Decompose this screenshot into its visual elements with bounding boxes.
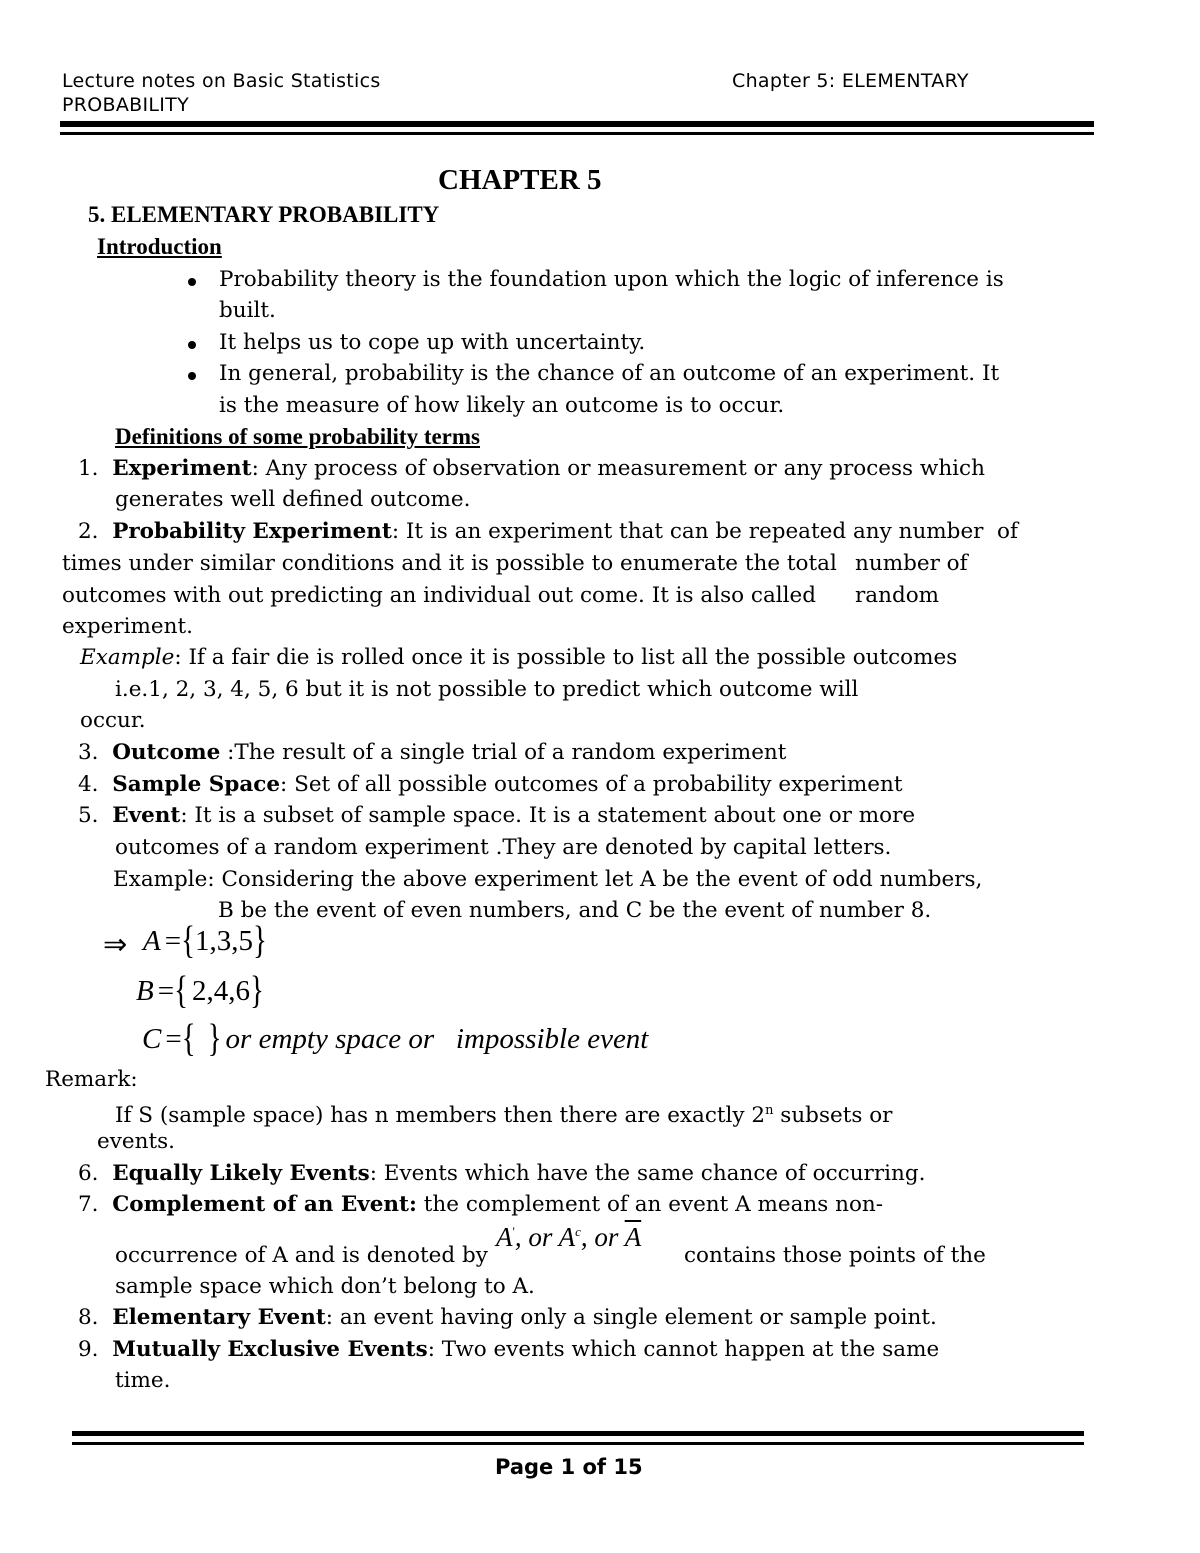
- remark-text: If S (sample space) has n members then there are exactly 2: [115, 1103, 766, 1129]
- term: Experiment: [112, 456, 252, 481]
- equals-sign: =: [157, 975, 175, 1007]
- list-number: 1.: [78, 456, 99, 481]
- term: Outcome: [112, 740, 221, 765]
- list-number: 4.: [78, 772, 99, 797]
- remark-superscript: n: [765, 1103, 774, 1118]
- bullet-dot: [188, 341, 196, 349]
- term: Equally Likely Events: [112, 1161, 370, 1186]
- right-brace: }: [253, 919, 267, 963]
- intro-bullet-text: Probability theory is the foundation upon which the logic of inference is: [219, 267, 1004, 292]
- list-number: 6.: [78, 1161, 99, 1186]
- list-number: 3.: [78, 740, 99, 765]
- definition-text: : an event having only a single element or sample point.: [325, 1305, 937, 1330]
- set-c-description: or empty space or impossible event: [225, 1023, 649, 1055]
- def-9-line: [78, 1334, 939, 1366]
- def-2-line3-tail: random: [855, 583, 940, 608]
- section-title: 5. ELEMENTARY PROBABILITY: [88, 202, 440, 227]
- intro-bullet-text: It helps us to cope up with uncertainty.: [219, 330, 646, 355]
- def-7-line2: occurrence of A and is denoted by: [115, 1243, 488, 1268]
- complement-notation: [496, 1222, 641, 1253]
- definition-text: : Two events which cannot happen at the same: [427, 1337, 940, 1362]
- bullet-dot: [188, 278, 196, 286]
- left-brace: {: [174, 969, 188, 1013]
- definition-text: : Events which have the same chance of occurring.: [369, 1161, 926, 1186]
- set-a-equation: [143, 919, 267, 963]
- definition-text: : Any process of observation or measurement or any process which: [251, 456, 985, 481]
- intro-heading: Introduction: [97, 234, 222, 259]
- equals-sign: =: [165, 1023, 182, 1055]
- term: Mutually Exclusive Events: [112, 1337, 428, 1362]
- left-brace: {: [181, 1017, 196, 1061]
- term: Event: [112, 803, 181, 828]
- def-1-line2: generates well defined outcome.: [115, 487, 471, 512]
- intro-bullet-text: is the measure of how likely an outcome is to occur.: [219, 393, 785, 418]
- notation-or: , or: [514, 1222, 559, 1252]
- definition-text: : It is an experiment that can be repeated any number: [391, 519, 984, 544]
- term: Elementary Event: [112, 1305, 326, 1330]
- set-b-equation: [136, 969, 264, 1013]
- example-2-line1: Example: Considering the above experiment let A be the event of odd numbers,: [113, 867, 983, 892]
- list-number: 7.: [78, 1192, 99, 1217]
- header-rule-thick: [60, 121, 1094, 127]
- def-2-line2: times under similar conditions and it is possible to enumerate the total: [62, 551, 837, 576]
- list-number: 8.: [78, 1305, 99, 1330]
- definition-text: the complement of an event A means non-: [416, 1192, 884, 1217]
- set-c-var: C: [142, 1023, 162, 1055]
- notation-c: c: [575, 1224, 581, 1239]
- term: Probability Experiment: [112, 519, 392, 544]
- intro-bullet-text: built.: [219, 298, 276, 323]
- list-number: 9.: [78, 1337, 99, 1362]
- set-a-members: 1,3,5: [195, 925, 253, 957]
- example-1-line2: i.e.1, 2, 3, 4, 5, 6 but it is not possible to predict which outcome will: [115, 677, 859, 702]
- def-5-line: [78, 800, 915, 832]
- def-8-line: [78, 1302, 937, 1334]
- list-number: 5.: [78, 803, 99, 828]
- header-left-line2: PROBABILITY: [62, 94, 189, 116]
- right-brace: }: [250, 969, 264, 1013]
- remark-line2: events.: [97, 1129, 175, 1154]
- set-a-var: A: [143, 925, 161, 957]
- definition-text: : It is a subset of sample space. It is a statement about one or more: [180, 803, 916, 828]
- notation-or: , or: [580, 1222, 625, 1252]
- def-2-line2-tail: number of: [855, 551, 968, 576]
- def-7-line: [78, 1189, 883, 1221]
- def-3-line: [78, 737, 786, 769]
- term: Sample Space: [112, 772, 281, 797]
- header-left: Lecture notes on Basic Statistics: [62, 70, 381, 92]
- def-2-line4: experiment.: [62, 614, 193, 639]
- remark-text: subsets or: [773, 1103, 893, 1129]
- def-4-line: [78, 769, 902, 801]
- def-7-line3: sample space which don’t belong to A.: [115, 1274, 535, 1299]
- page-number: Page 1 of 15: [495, 1455, 643, 1479]
- example-1-line3: occur.: [80, 708, 146, 733]
- equals-sign: =: [164, 925, 182, 957]
- chapter-title: CHAPTER 5: [438, 164, 602, 196]
- right-brace: }: [207, 1017, 222, 1061]
- intro-bullet-text: In general, probability is the chance of an outcome of an experiment. It: [219, 361, 1000, 386]
- notation-a: A: [558, 1222, 576, 1252]
- list-number: 2.: [78, 519, 99, 544]
- def-7-line2-tail: contains those points of the: [684, 1243, 986, 1268]
- def-2-line-tail: of: [997, 519, 1018, 544]
- footer-rule-thick: [72, 1431, 1084, 1436]
- example-2-line2: B be the event of even numbers, and C be the event of number 8.: [218, 898, 932, 923]
- def-2-line: [78, 516, 983, 548]
- definition-text: : Set of all possible outcomes of a probability experiment: [280, 772, 903, 797]
- def-1-line: [78, 453, 985, 485]
- example-text: : If a fair die is rolled once it is possible to list all the possible outcomes: [174, 645, 958, 670]
- notation-a-bar: $\overline{A}$: [624, 1222, 642, 1252]
- definitions-heading: Definitions of some probability terms: [115, 424, 481, 449]
- set-b-var: B: [136, 975, 154, 1007]
- notation-a: A: [496, 1222, 513, 1252]
- definition-text: :The result of a single trial of a random experiment: [220, 740, 787, 765]
- footer-rule-thin: [72, 1442, 1084, 1445]
- def-2-line3: outcomes with out predicting an individual out come. It is also called: [62, 583, 817, 608]
- implies-arrow: ⇒: [103, 929, 128, 961]
- def-6-line: [78, 1158, 925, 1190]
- left-brace: {: [181, 919, 195, 963]
- example-label: Example: [80, 645, 175, 670]
- example-1-line: [80, 642, 957, 674]
- set-b-members: 2,4,6: [192, 975, 250, 1007]
- bullet-dot: [188, 372, 196, 380]
- term: Complement of an Event:: [112, 1192, 417, 1217]
- def-9-line2: time.: [115, 1368, 171, 1393]
- header-rule-thin: [60, 132, 1094, 135]
- notation-prime: ': [512, 1224, 515, 1239]
- def-5-line2: outcomes of a random experiment .They are denoted by capital letters.: [115, 835, 892, 860]
- set-c-equation: [142, 1017, 649, 1061]
- remark-line1: [115, 1095, 892, 1132]
- header-right: Chapter 5: ELEMENTARY: [732, 70, 969, 92]
- remark-label: Remark:: [45, 1067, 138, 1092]
